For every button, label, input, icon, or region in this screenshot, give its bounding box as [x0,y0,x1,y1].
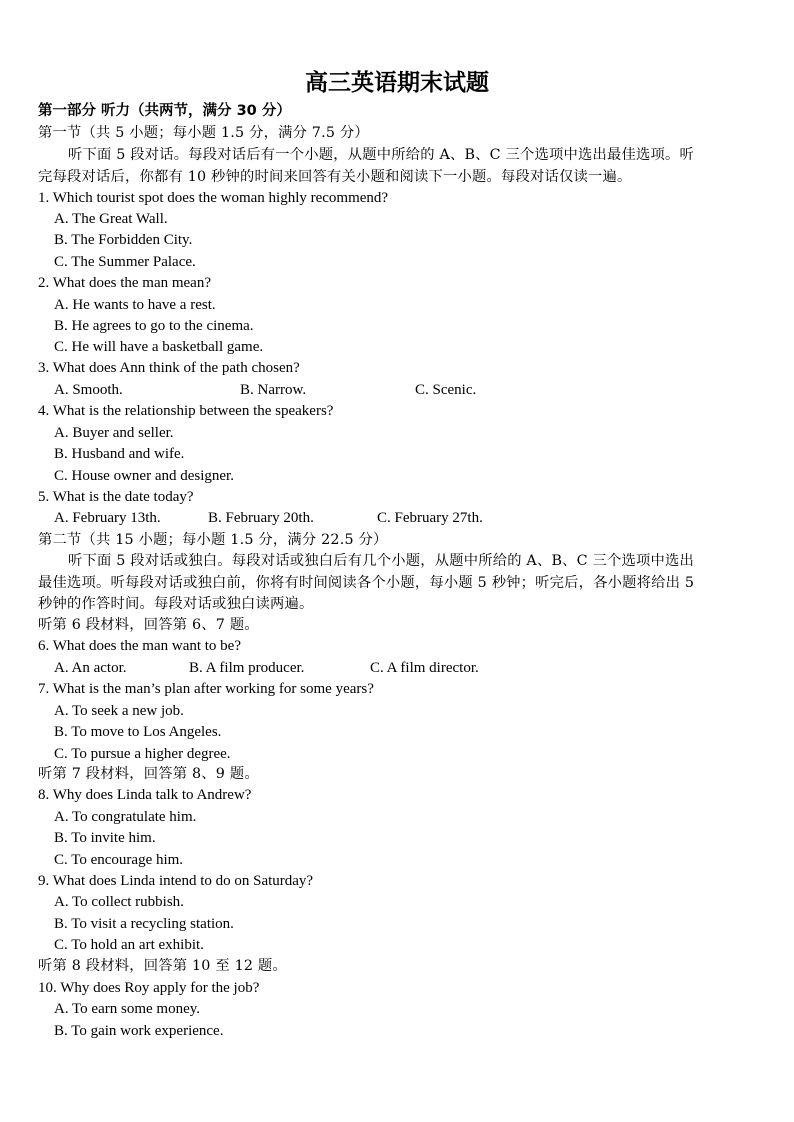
question-7-option-c: C. To pursue a higher degree. [54,746,231,762]
section2-instructions-line1: 听下面 5 段对话或独白。每段对话或独白后有几个小题，从题中所给的 A、B、C 三个选项中选出 [68,553,695,569]
material-7-heading: 听第 7 段材料，回答第 8、9 题。 [38,766,259,782]
question-8-option-c: C. To encourage him. [54,852,184,868]
question-7-option-a: A. To seek a new job. [54,703,184,719]
question-9-option-a: A. To collect rubbish. [54,894,184,910]
section1-header: 第一节（共 5 小题；每小题 1.5 分，满分 7.5 分） [38,125,369,141]
question-3-option-b: B. Narrow. [240,382,307,398]
question-6-option-b: B. A film producer. [189,660,305,676]
section2-instructions-line3: 秒钟的作答时间。每段对话或独白读两遍。 [38,596,314,612]
question-5-option-b: B. February 20th. [208,510,314,526]
material-8-heading: 听第 8 段材料，回答第 10 至 12 题。 [38,958,287,974]
question-5-option-a: A. February 13th. [54,510,161,526]
question-10-option-a: A. To earn some money. [54,1001,201,1017]
section2-instructions-line2: 最佳选项。听每段对话或独白前，你将有时间阅读各个小题，每小题 5 秒钟；听完后，各小题将给出 5 [38,575,695,591]
part1-header: 第一部分 听力（共两节，满分 30 分） [38,103,291,119]
question-1-option-a: A. The Great Wall. [54,211,168,227]
question-6-stem: 6. What does the man want to be? [38,638,241,654]
question-8-option-b: B. To invite him. [54,830,156,846]
question-4-stem: 4. What is the relationship between the speakers? [38,403,334,419]
question-4-option-a: A. Buyer and seller. [54,425,174,441]
question-4-option-b: B. Husband and wife. [54,446,185,462]
question-9-stem: 9. What does Linda intend to do on Saturday? [38,873,314,889]
question-3-option-a: A. Smooth. [54,382,123,398]
question-8-option-a: A. To congratulate him. [54,809,197,825]
section1-instructions-line1: 听下面 5 段对话。每段对话后有一个小题，从题中所给的 A、B、C 三个选项中选出最佳选项。听 [68,147,695,163]
section2-header: 第二节（共 15 小题；每小题 1.5 分，满分 22.5 分） [38,532,388,548]
question-7-stem: 7. What is the man’s plan after working for some years? [38,681,374,697]
question-6-option-c: C. A film director. [370,660,479,676]
question-5-option-c: C. February 27th. [377,510,483,526]
question-7-option-b: B. To move to Los Angeles. [54,724,222,740]
section1-instructions-line2: 完每段对话后，你都有 10 秒钟的时间来回答有关小题和阅读下一小题。每段对话仅读一遍。 [38,169,632,185]
question-1-option-b: B. The Forbidden City. [54,232,193,248]
question-4-option-c: C. House owner and designer. [54,468,234,484]
question-9-option-b: B. To visit a recycling station. [54,916,234,932]
material-6-heading: 听第 6 段材料，回答第 6、7 题。 [38,617,259,633]
question-2-option-a: A. He wants to have a rest. [54,297,216,313]
question-8-stem: 8. Why does Linda talk to Andrew? [38,787,252,803]
question-3-stem: 3. What does Ann think of the path chosen? [38,360,300,376]
question-9-option-c: C. To hold an art exhibit. [54,937,204,953]
question-2-option-b: B. He agrees to go to the cinema. [54,318,254,334]
question-2-stem: 2. What does the man mean? [38,275,211,291]
question-5-stem: 5. What is the date today? [38,489,194,505]
question-2-option-c: C. He will have a basketball game. [54,339,264,355]
question-3-option-c: C. Scenic. [415,382,477,398]
question-10-option-b: B. To gain work experience. [54,1023,224,1039]
page-title: 高三英语期末试题 [305,69,489,96]
question-10-stem: 10. Why does Roy apply for the job? [38,980,260,996]
question-1-option-c: C. The Summer Palace. [54,254,196,270]
question-1-stem: 1. Which tourist spot does the woman highly recommend? [38,190,389,206]
question-6-option-a: A. An actor. [54,660,127,676]
